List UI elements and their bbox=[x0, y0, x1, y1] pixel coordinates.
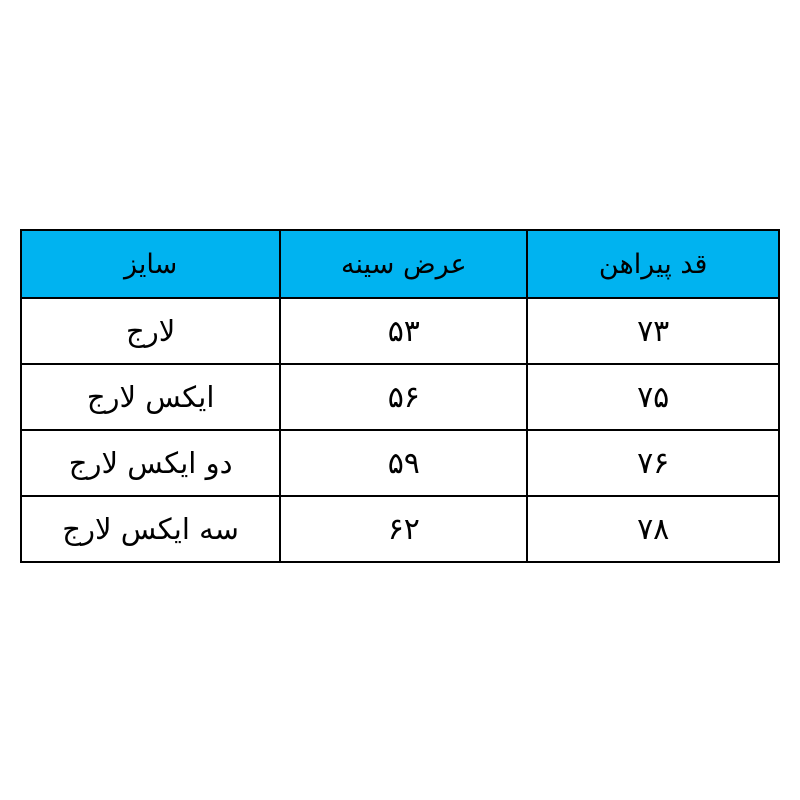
table-row bbox=[21, 496, 779, 562]
table-row bbox=[21, 430, 779, 496]
cell-chest: ۵۹ bbox=[280, 430, 527, 496]
table-body bbox=[21, 298, 779, 562]
cell-length: ۷۶ bbox=[527, 430, 779, 496]
table-row bbox=[21, 364, 779, 430]
header-row bbox=[21, 230, 779, 298]
table-header bbox=[21, 230, 779, 298]
cell-length: ۷۳ bbox=[527, 298, 779, 364]
cell-chest: ۵۳ bbox=[280, 298, 527, 364]
header-cell-chest: عرض سینه bbox=[280, 230, 527, 298]
header-cell-size: سایز bbox=[21, 230, 280, 298]
table-row bbox=[21, 298, 779, 364]
cell-chest: ۵۶ bbox=[280, 364, 527, 430]
size-chart-wrapper bbox=[20, 229, 780, 563]
cell-length: ۷۵ bbox=[527, 364, 779, 430]
cell-chest: ۶۲ bbox=[280, 496, 527, 562]
cell-size: ایکس لارج bbox=[21, 364, 280, 430]
cell-size: سه ایکس لارج bbox=[21, 496, 280, 562]
cell-size: لارج bbox=[21, 298, 280, 364]
header-cell-length: قد پیراهن bbox=[527, 230, 779, 298]
cell-size: دو ایکس لارج bbox=[21, 430, 280, 496]
cell-length: ۷۸ bbox=[527, 496, 779, 562]
size-chart-table bbox=[20, 229, 780, 563]
